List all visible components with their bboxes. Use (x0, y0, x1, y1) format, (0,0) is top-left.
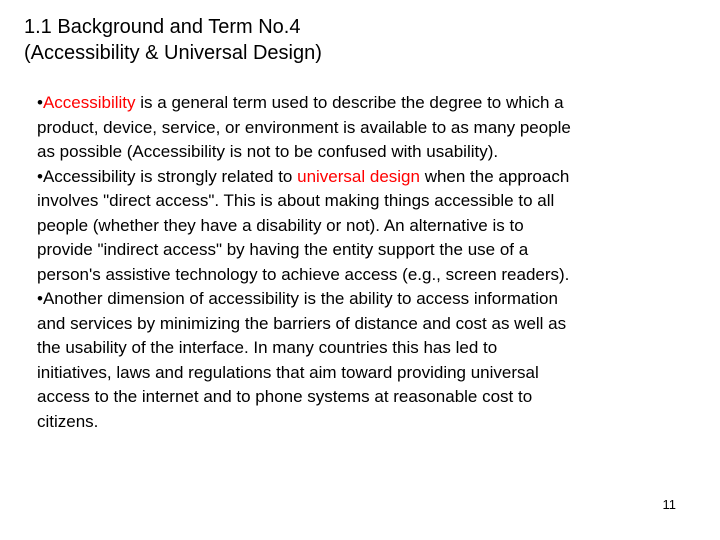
bullet-3-text: Another dimension of accessibility is the ability to access information (42, 289, 558, 308)
bullet-2-line-1 (37, 165, 697, 190)
slide-body (37, 91, 697, 434)
bullet-3-line-5: access to the internet and to phone systems at reasonable cost to (37, 387, 533, 406)
bullet-3-line-6: citizens. (37, 411, 99, 431)
bullet-1-line-3: as possible (Accessibility is not to be confused with usability). (37, 142, 499, 161)
bullet-3-line-1 (37, 287, 697, 312)
bullet-2-text-pre: Accessibility is strongly related to (42, 166, 298, 186)
bullet-1-text: is a general term used to describe the degree to which a (135, 93, 564, 112)
highlight-universal-design-term: universal design (297, 166, 420, 186)
slide-title-line-1: 1.1 Background and Term No.4 (24, 16, 301, 38)
bullet-3-line-2: and services by minimizing the barriers of distance and cost as well as (37, 313, 567, 333)
bullet-accessibility-definition (37, 91, 697, 165)
bullet-2-line-4: provide "indirect access" by having the entity support the use of a (37, 240, 529, 259)
bullet-2-line-5: person's assistive technology to achieve access (e.g., screen readers). (37, 264, 570, 284)
bullet-2-line-2: involves "direct access". This is about making things accessible to all (37, 191, 555, 210)
bullet-access-dimension (37, 287, 697, 434)
slide-title (24, 14, 704, 66)
highlight-accessibility-term: Accessibility (42, 93, 136, 112)
bullet-marker: • (37, 289, 43, 308)
page-number: 11 (662, 497, 676, 512)
bullet-1-line-2: product, device, service, or environment is available to as many people (37, 117, 571, 137)
bullet-3-line-4: initiatives, laws and regulations that aim toward providing universal (37, 362, 539, 382)
bullet-universal-design (37, 165, 697, 288)
bullet-2-text-post: when the approach (419, 166, 570, 186)
bullet-2-line-3: people (whether they have a disability or not). An alternative is to (37, 215, 524, 235)
bullet-marker: • (37, 166, 43, 186)
bullet-1-line-1 (37, 91, 697, 116)
slide-title-line-2: (Accessibility & Universal Design) (24, 42, 322, 64)
bullet-3-line-3: the usability of the interface. In many countries this has led to (37, 338, 498, 357)
bullet-marker: • (37, 93, 43, 112)
